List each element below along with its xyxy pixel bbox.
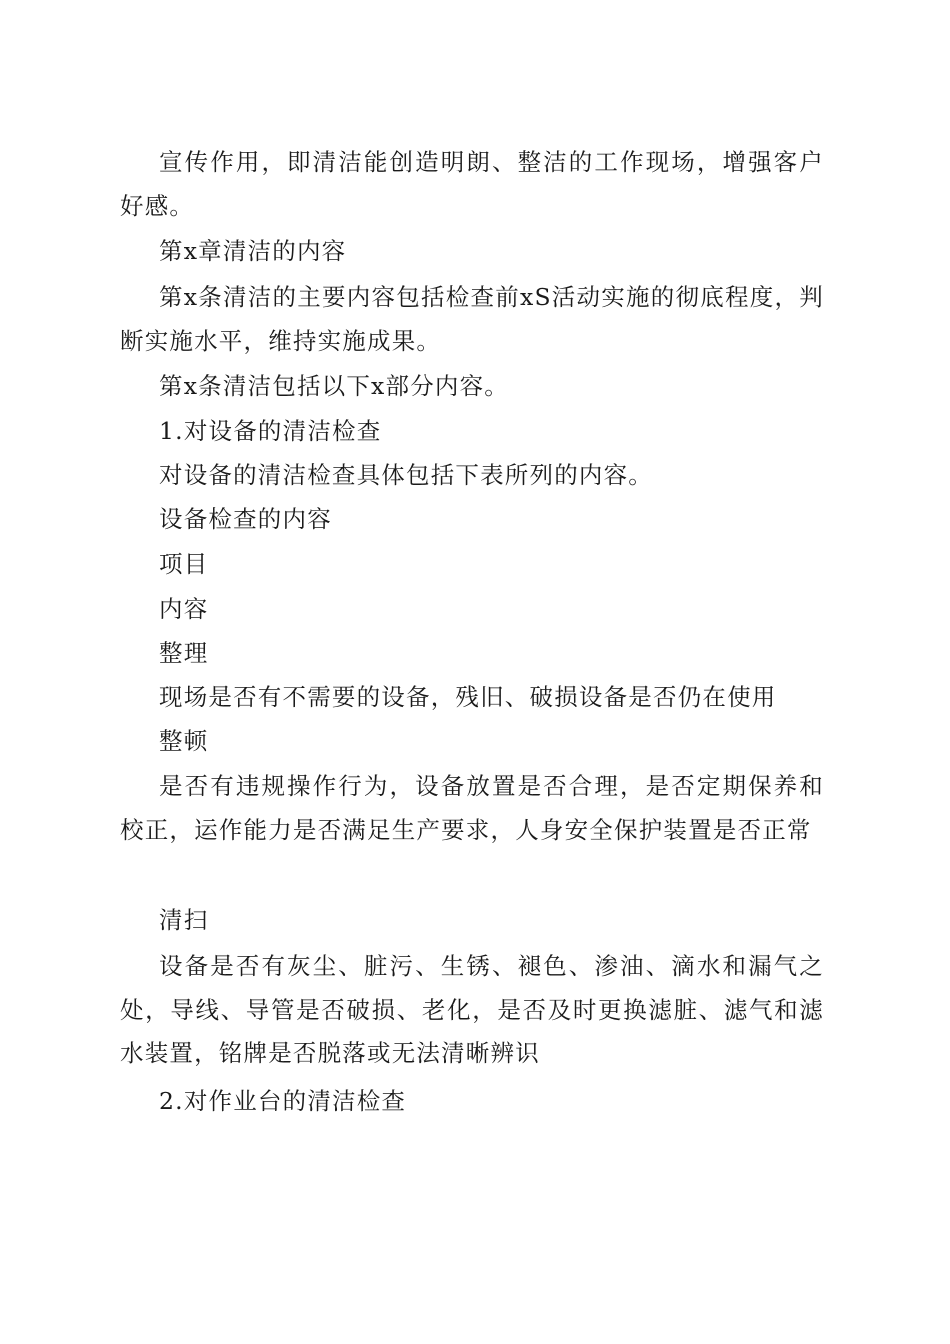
table-item-sort: 整理 (159, 639, 209, 667)
paragraph-equipment-intro: 对设备的清洁检查具体包括下表所列的内容。 (159, 461, 653, 489)
table-header-content: 内容 (159, 595, 209, 623)
table-content-sort: 现场是否有不需要的设备，残旧、破损设备是否仍在使用 (159, 683, 777, 711)
table-content-sweep: 设备是否有灰尘、脏污、生锈、褪色、渗油、滴水和漏气之处，导线、导管是否破损、老化，是否及时更换滤脏、滤气和滤水装置，铭牌是否脱落或无法清晰辨识 (120, 952, 824, 1067)
paragraph-publicity-effect: 宣传作用，即清洁能创造明朗、整洁的工作现场，增强客户好感。 (120, 148, 824, 220)
table-content-set-in-order: 是否有违规操作行为，设备放置是否合理，是否定期保养和校正，运作能力是否满足生产要求，人身安全保护装置是否正常 (120, 772, 824, 844)
chapter-heading: 第x章清洁的内容 (159, 237, 347, 265)
table-item-set-in-order: 整顿 (159, 727, 209, 755)
table-title: 设备检查的内容 (159, 505, 332, 533)
table-header-item: 项目 (159, 550, 209, 578)
section-heading-equipment: 1.对设备的清洁检查 (159, 417, 382, 445)
section-heading-workbench: 2.对作业台的清洁检查 (159, 1087, 407, 1115)
paragraph-main-content: 第x条清洁的主要内容包括检查前xS活动实施的彻底程度，判断实施水平，维持实施成果。 (120, 283, 824, 355)
table-item-sweep: 清扫 (159, 906, 209, 934)
paragraph-parts: 第x条清洁包括以下x部分内容。 (159, 372, 510, 400)
